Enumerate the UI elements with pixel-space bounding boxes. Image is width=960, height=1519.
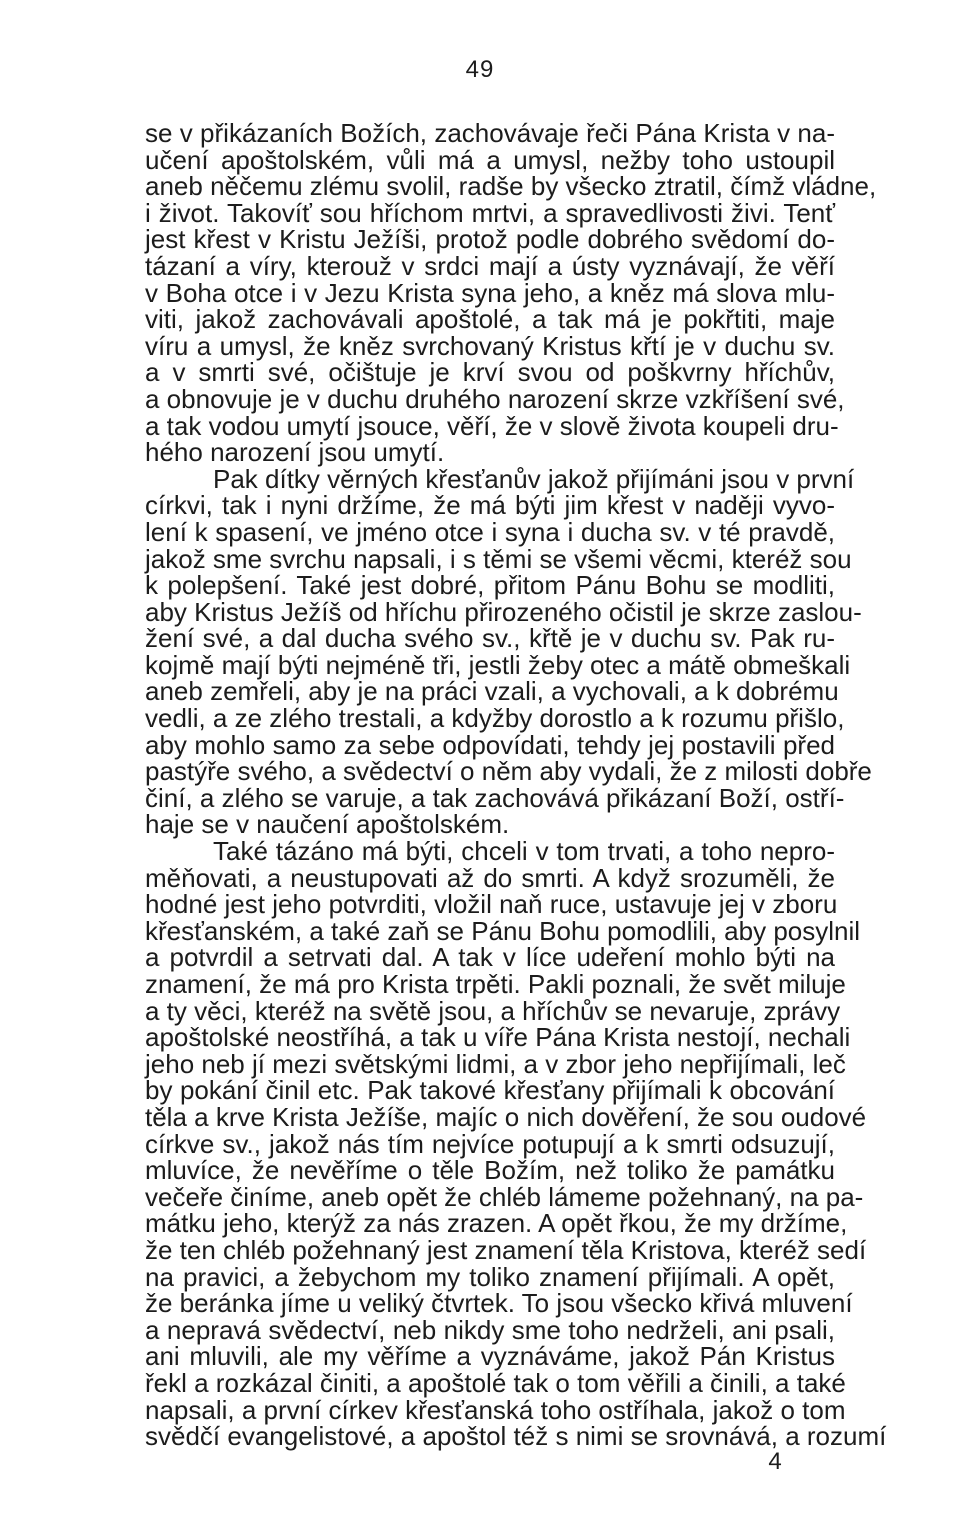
text-line: Také tázáno má býti, chceli v tom trvati, a toho nepro- <box>213 836 835 867</box>
text-line: v Boha otce i v Jezu Krista syna jeho, a kněz má slova mlu- <box>145 277 835 308</box>
signature-mark: 4 <box>768 1448 782 1475</box>
text-line: víru a umysl, že kněz svrchovaný Kristus křtí je v duchu sv. <box>145 330 835 361</box>
text-line: a ty věci, kteréž na světě jsou, a hříchův se nevaruje, zprávy <box>145 995 841 1026</box>
text-line: se v přikázaních Božích, zachovávaje řeči Pána Krista v na- <box>145 118 835 148</box>
text-line: křesťanském, a také zaň se Pánu Bohu pomodlili, aby posylnil <box>145 915 861 946</box>
text-line: žení své, a dal ducha svého sv., křtě je v duchu sv. Pak ru- <box>145 623 835 654</box>
text-line: církvi, tak i nyni držíme, že má býti jim křest v naději vyvo- <box>145 490 835 521</box>
text-line: a v smrti své, očištuje je krví svou od poškvrny hříchův, <box>145 357 835 388</box>
text-line: aby mohlo samo za sebe odpovídati, tehdy jej postavili před <box>145 729 835 760</box>
page-number: 49 <box>465 56 495 83</box>
text-line: aneb něčemu zlému svolil, radše by všecko ztratil, čímž vládne, <box>145 171 877 202</box>
text-line: těla a krve Krista Ježíše, majíc o nich dověření, že sou oudové <box>145 1101 867 1132</box>
text-line: vedli, a ze zlého trestali, a kdyžby dorostlo a k rozumu přišlo, <box>145 703 845 734</box>
text-line: na pravici, a žebychom my toliko znamení přijímali. A opět, <box>145 1261 835 1292</box>
text-line: jeho neb jí mezi světskými lidmi, a v zbor jeho nepřijímali, leč <box>145 1048 846 1079</box>
text-line: haje se v naučení apoštolském. <box>145 809 510 840</box>
text-line: ani mluvili, ale my věříme a vyznáváme, jakož Pán Kristus <box>145 1341 835 1372</box>
text-line: i život. Takovíť sou hříchom mrtvi, a spravedlivosti živi. Tenť <box>145 197 835 228</box>
text-line: aby Kristus Ježíš od hříchu přirozeného očistil je skrze zaslou- <box>145 596 862 627</box>
text-line: apoštolské neostříhá, a tak u víře Pána Krista nestojí, nechali <box>145 1022 851 1053</box>
text-line: aneb zemřeli, aby je na práci vzali, a vychovali, a k dobrému <box>145 676 839 707</box>
text-line: svědčí evangelistové, a apoštol též s nimi se srovnává, a rozumí <box>145 1421 887 1452</box>
text-line: jakož sme svrchu napsali, i s těmi se všemi věcmi, kteréž sou <box>145 543 852 574</box>
text-line: tázaní a víry, kterouž v srdci mají a ústy vyznávají, že věří <box>145 250 835 281</box>
text-line: kojmě mají býti nejméně tři, jestli žeby otec a mátě obmeškali <box>145 649 851 680</box>
text-line: Pak dítky věrných křesťanův jakož přijímáni jsou v první <box>213 463 855 494</box>
text-line: hodné jest jeho potvrditi, vložil naň ruce, ustavuje jej v zboru <box>145 889 838 920</box>
text-line: večeře činíme, aneb opět že chléb lámeme požehnaný, na pa- <box>145 1181 864 1212</box>
text-line: mluvíce, že nevěříme o těle Božím, než toliko že památku <box>145 1155 835 1186</box>
text-line: a tak vodou umytí jsouce, věří, že v slově života koupeli dru- <box>145 410 839 441</box>
text-line: znamení, že má pro Krista trpěti. Pakli poznali, že svět miluje <box>145 969 846 999</box>
text-line: a nepravá svědectví, neb nikdy sme toho nedrželi, ani psali, <box>145 1314 835 1345</box>
text-line: že ten chléb požehnaný jest znamení těla Kristova, kteréž sedí <box>145 1234 867 1265</box>
text-line: jest křest v Kristu Ježíši, protož podle dobrého svědomí do- <box>145 224 835 255</box>
text-line: pastýře svého, a svědectví o něm aby vydali, že z milosti dobře <box>145 756 872 787</box>
text-line: hého narození jsou umytí. <box>145 437 445 468</box>
text-line: napsali, a první církev křesťanská toho ostříhala, jakož o tom <box>145 1394 846 1425</box>
text-line: měňovati, a neustupovati až do smrti. A když srozuměli, že <box>145 862 835 893</box>
text-line: a obnovuje je v duchu druhého narození skrze vzkříšení své, <box>145 383 845 414</box>
text-line: viti, jakož zachovávali apoštolé, a tak má je pokřtiti, maje <box>145 304 835 335</box>
text-line: k polepšení. Také jest dobré, přitom Pánu Bohu se modliti, <box>145 570 835 601</box>
text-line: by pokání činil etc. Pak takové křesťany přijímali k obcování <box>145 1075 835 1106</box>
text-line: církve sv., jakož nás tím nejvíce potupují a k smrti odsuzují, <box>145 1128 835 1159</box>
text-line: a potvrdil a setrvati dal. A tak v líce udeření mohlo býti na <box>145 942 835 973</box>
text-line: lení k spasení, ve jméno otce i syna i ducha sv. v té pravdě, <box>145 516 835 547</box>
text-line: že beránka jíme u veliký čtvrtek. To jsou všecko křivá mluvení <box>145 1288 853 1319</box>
body-text <box>145 118 887 1452</box>
text-line: učení apoštolském, vůli má a umysl, nežby toho ustoupil <box>145 144 835 175</box>
text-line: činí, a zlého se varuje, a tak zachovává přikázaní Boží, ostří- <box>145 782 845 813</box>
text-line: mátku jeho, kterýž za nás zrazen. A opět řkou, že my držíme, <box>145 1208 848 1239</box>
text-line: řekl a rozkázal činiti, a apoštolé tak o tom věřili a činili, a také <box>145 1367 846 1398</box>
